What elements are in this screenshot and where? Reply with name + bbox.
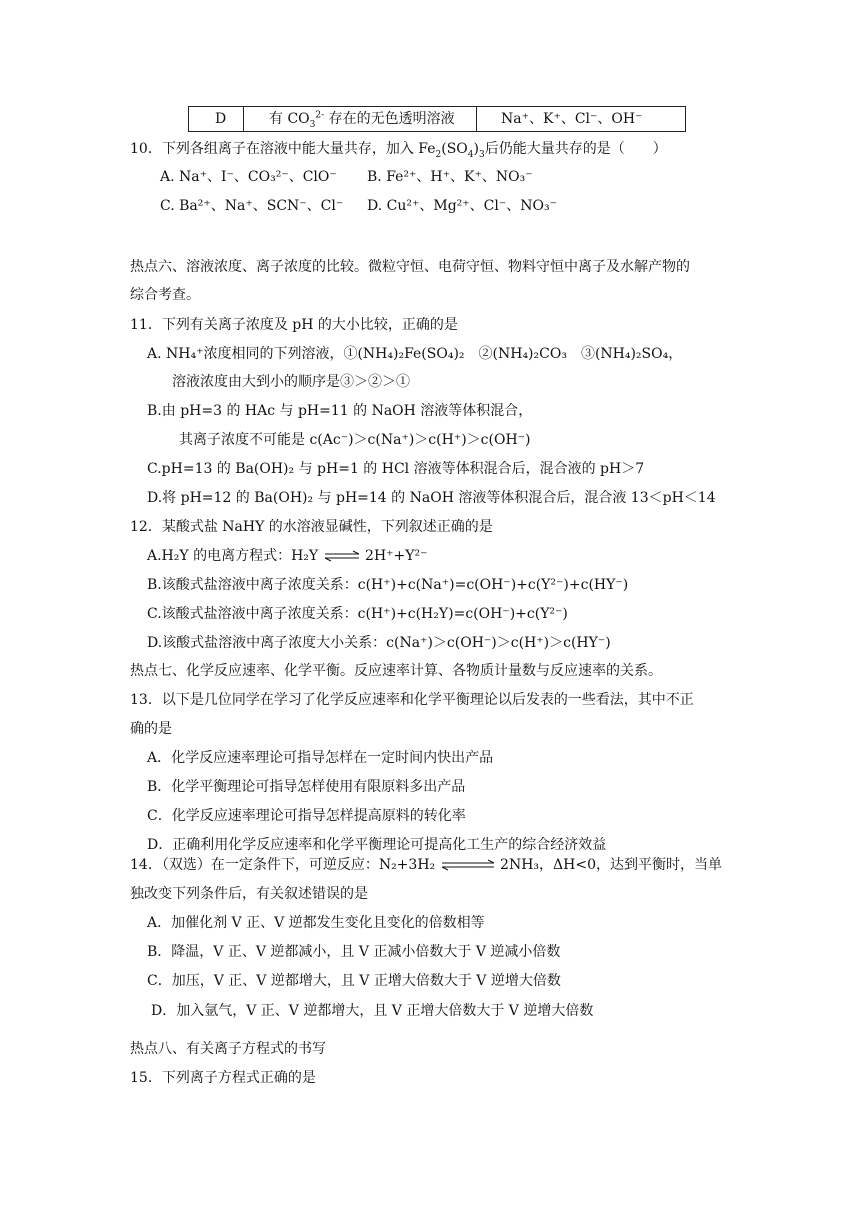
q11-option-b: B.由 pH=3 的 HAc 与 pH=11 的 NaOH 溶液等体积混合，	[147, 403, 533, 419]
q11-option-c: C.pH=13 的 Ba(OH)₂ 与 pH=1 的 HCl 溶液等体积混合后，混合液的 pH＞7	[147, 461, 645, 477]
q11-option-a: A. NH₄⁺浓度相同的下列溶液，①(NH₄)₂Fe(SO₄)₂ ②(NH₄)₂CO₃ ③(NH₄)₂SO₄，	[147, 346, 683, 362]
section-heading-6: 热点六、溶液浓度、离子浓度的比较。微粒守恒、电荷守恒、物料守恒中离子及水解产物的	[130, 259, 690, 275]
table-cell-letter: D	[215, 111, 227, 127]
q13-option-d: D．正确利用化学反应速率和化学平衡理论可提高化工生产的综合经济效益	[147, 837, 607, 853]
reversible-arrow-icon	[440, 859, 496, 871]
question-13-cont: 确的是	[130, 721, 172, 737]
question-14-cont: 独改变下列条件后，有关叙述错误的是	[130, 886, 368, 902]
q13-option-a: A．化学反应速率理论可指导怎样在一定时间内快出产品	[147, 750, 494, 766]
section-heading-8: 热点八、有关离子方程式的书写	[130, 1041, 326, 1057]
q10-option-a: A. Na⁺、I⁻、CO₃²⁻、ClO⁻	[160, 169, 337, 185]
q12-option-d: D.该酸式盐溶液中离子浓度大小关系：c(Na⁺)＞c(OH⁻)＞c(H⁺)＞c(HY⁻)	[147, 635, 611, 651]
q14-option-d: D．加入氩气，V 正、V 逆都增大，且 V 正增大倍数大于 V 逆增大倍数	[151, 1003, 594, 1019]
question-12: 12．某酸式盐 NaHY 的水溶液显碱性，下列叙述正确的是	[130, 519, 493, 535]
question-15: 15．下列离子方程式正确的是	[130, 1070, 316, 1086]
table-divider	[476, 107, 477, 131]
q10-option-b: B. Fe²⁺、H⁺、K⁺、NO₃⁻	[367, 169, 533, 185]
question-14: 14．（双选）在一定条件下，可逆反应：N₂+3H₂ 2NH₃，ΔH<0，达到平衡时，当单	[130, 857, 722, 873]
section-heading-6-cont: 综合考查。	[130, 287, 200, 303]
q14-option-a: A．加催化剂 V 正、V 逆都发生变化且变化的倍数相等	[147, 915, 485, 931]
table-cell-ions: Na⁺、K⁺、Cl⁻、OH⁻	[501, 111, 643, 127]
question-10: 10．下列各组离子在溶液中能大量共存，加入 $Fe_2(SO_4)_3$后仍能大量共存的是（ ）	[130, 141, 667, 160]
table-divider	[243, 107, 244, 131]
section-heading-7: 热点七、化学反应速率、化学平衡。反应速率计算、各物质计量数与反应速率的关系。	[130, 663, 662, 679]
q11-option-a-cont: 溶液浓度由大到小的顺序是③＞②＞①	[172, 374, 410, 390]
q12-option-b: B.该酸式盐溶液中离子浓度关系：c(H⁺)+c(Na⁺)=c(OH⁻)+c(Y²⁻)+c(HY⁻)	[147, 577, 629, 593]
question-11: 11．下列有关离子浓度及 pH 的大小比较，正确的是	[130, 317, 458, 333]
q12-option-c: C.该酸式盐溶液中离子浓度关系：c(H⁺)+c(H₂Y)=c(OH⁻)+c(Y²⁻)	[147, 606, 568, 622]
q11-option-b-cont: 其离子浓度不可能是 c(Ac⁻)＞c(Na⁺)＞c(H⁺)＞c(OH⁻)	[179, 432, 531, 448]
q11-option-d: D.将 pH=12 的 Ba(OH)₂ 与 pH=14 的 NaOH 溶液等体积混合后，混合液 13＜pH＜14	[147, 490, 716, 506]
table-cell-condition: 有 $CO_3^{2-}$ 存在的无色透明溶液	[269, 110, 455, 130]
q12-option-a: A.H₂Y 的电离方程式：H₂Y 2H⁺+Y²⁻	[147, 548, 428, 564]
q13-option-b: B．化学平衡理论可指导怎样使用有限原料多出产品	[147, 779, 466, 795]
q14-option-c: C．加压，V 正、V 逆都增大，且 V 正增大倍数大于 V 逆增大倍数	[147, 973, 561, 989]
q10-option-c: C. Ba²⁺、Na⁺、SCN⁻、Cl⁻	[160, 198, 344, 214]
question-13: 13．以下是几位同学在学习了化学反应速率和化学平衡理论以后发表的一些看法，其中不正	[130, 692, 694, 708]
option-table-row-d	[188, 106, 686, 132]
reversible-arrow-icon	[323, 550, 361, 562]
q13-option-c: C．化学反应速率理论可指导怎样提高原料的转化率	[147, 808, 466, 824]
q10-option-d: D. Cu²⁺、Mg²⁺、Cl⁻、NO₃⁻	[367, 198, 557, 214]
q14-option-b: B．降温，V 正、V 逆都减小，且 V 正减小倍数大于 V 逆减小倍数	[147, 944, 561, 960]
